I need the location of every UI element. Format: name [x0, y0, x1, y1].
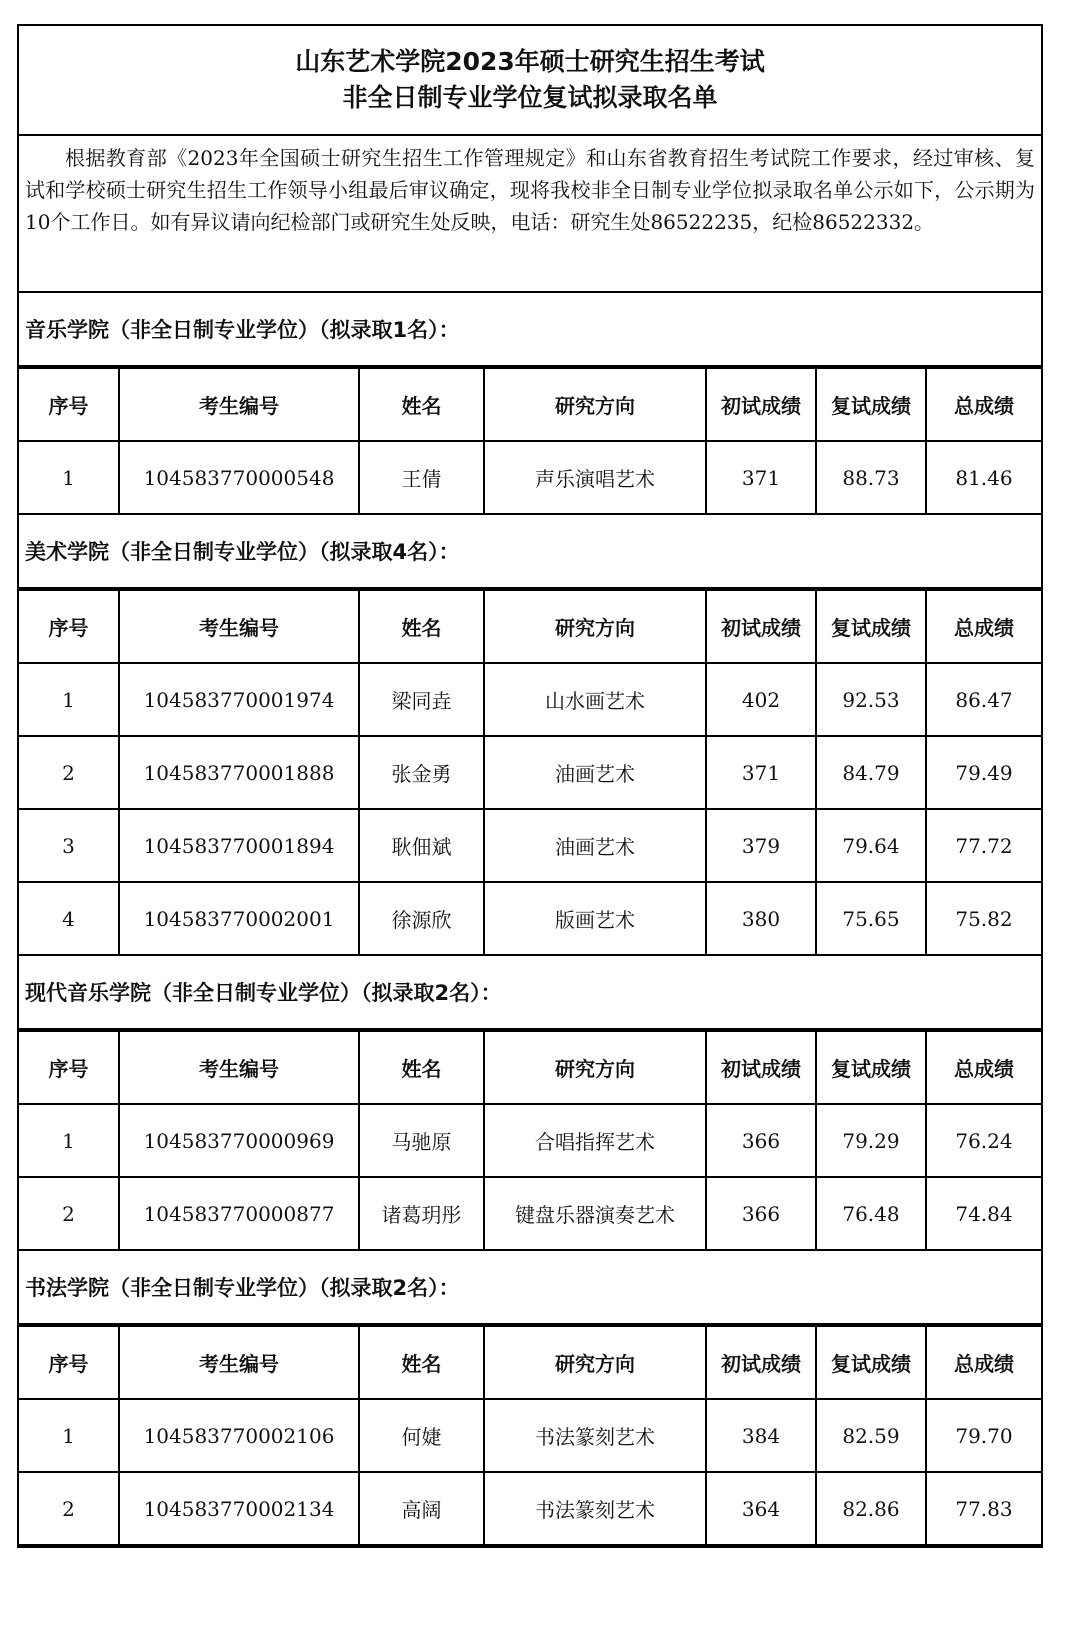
table-cell: 366	[706, 1177, 816, 1250]
table-cell: 88.73	[816, 441, 926, 514]
table-cell: 104583770001894	[119, 809, 359, 882]
sections-container	[19, 293, 1041, 1546]
table-cell: 1	[19, 441, 119, 514]
table-cell: 4	[19, 882, 119, 955]
column-header: 研究方向	[484, 590, 706, 663]
column-header: 序号	[19, 368, 119, 441]
column-header: 姓名	[359, 1326, 484, 1399]
table-cell: 合唱指挥艺术	[484, 1104, 706, 1177]
table-cell: 104583770002134	[119, 1472, 359, 1545]
title-line-2: 非全日制专业学位复试拟录取名单	[342, 83, 718, 112]
table-header-row	[19, 368, 1041, 441]
table-cell: 371	[706, 736, 816, 809]
title-line-1: 山东艺术学院2023年硕士研究生招生考试	[295, 47, 765, 76]
table-cell: 高阔	[359, 1472, 484, 1545]
table-cell: 82.59	[816, 1399, 926, 1472]
table-cell: 油画艺术	[484, 809, 706, 882]
table-cell: 书法篆刻艺术	[484, 1399, 706, 1472]
table-cell: 104583770002001	[119, 882, 359, 955]
table-cell: 声乐演唱艺术	[484, 441, 706, 514]
table-header-row	[19, 1031, 1041, 1104]
column-header: 复试成绩	[816, 1326, 926, 1399]
column-header: 初试成绩	[706, 1326, 816, 1399]
table-cell: 364	[706, 1472, 816, 1545]
table-cell: 384	[706, 1399, 816, 1472]
notice-paragraph: 根据教育部《2023年全国硕士研究生招生工作管理规定》和山东省教育招生考试院工作要求，经过审核、复试和学校硕士研究生招生工作领导小组最后审议确定，现将我校非全日制专业学位拟录取名单公示如下，公示期为10个工作日。如有异议请向纪检部门或研究生处反映，电话：研究生处86522235，纪检86522332。	[19, 136, 1041, 293]
table-cell: 3	[19, 809, 119, 882]
column-header: 姓名	[359, 368, 484, 441]
column-header: 总成绩	[926, 590, 1041, 663]
column-header: 复试成绩	[816, 368, 926, 441]
table-cell: 79.29	[816, 1104, 926, 1177]
admission-table	[19, 1030, 1041, 1251]
table-cell: 山水画艺术	[484, 663, 706, 736]
table-cell: 104583770001974	[119, 663, 359, 736]
column-header: 复试成绩	[816, 1031, 926, 1104]
admission-list-document	[17, 24, 1043, 1548]
section-heading: 书法学院（非全日制专业学位）（拟录取2名）：	[19, 1251, 1041, 1325]
table-row	[19, 1472, 1041, 1545]
column-header: 序号	[19, 1031, 119, 1104]
table-cell: 2	[19, 1472, 119, 1545]
table-cell: 379	[706, 809, 816, 882]
column-header: 考生编号	[119, 590, 359, 663]
table-row	[19, 1104, 1041, 1177]
column-header: 研究方向	[484, 1326, 706, 1399]
table-cell: 402	[706, 663, 816, 736]
column-header: 研究方向	[484, 368, 706, 441]
table-cell: 何婕	[359, 1399, 484, 1472]
table-row	[19, 736, 1041, 809]
table-cell: 380	[706, 882, 816, 955]
table-row	[19, 1399, 1041, 1472]
table-cell: 371	[706, 441, 816, 514]
column-header: 考生编号	[119, 1031, 359, 1104]
table-cell: 104583770001888	[119, 736, 359, 809]
table-cell: 104583770000548	[119, 441, 359, 514]
table-cell: 张金勇	[359, 736, 484, 809]
column-header: 序号	[19, 1326, 119, 1399]
table-row	[19, 663, 1041, 736]
document-title	[19, 26, 1041, 136]
table-cell: 76.24	[926, 1104, 1041, 1177]
table-cell: 耿佃斌	[359, 809, 484, 882]
table-row	[19, 1177, 1041, 1250]
table-cell: 王倩	[359, 441, 484, 514]
table-header-row	[19, 590, 1041, 663]
table-cell: 81.46	[926, 441, 1041, 514]
column-header: 研究方向	[484, 1031, 706, 1104]
column-header: 初试成绩	[706, 590, 816, 663]
table-cell: 104583770002106	[119, 1399, 359, 1472]
table-cell: 79.70	[926, 1399, 1041, 1472]
column-header: 总成绩	[926, 1326, 1041, 1399]
table-cell: 键盘乐器演奏艺术	[484, 1177, 706, 1250]
table-cell: 104583770000969	[119, 1104, 359, 1177]
table-cell: 92.53	[816, 663, 926, 736]
table-cell: 1	[19, 1104, 119, 1177]
column-header: 姓名	[359, 1031, 484, 1104]
column-header: 总成绩	[926, 368, 1041, 441]
table-cell: 366	[706, 1104, 816, 1177]
table-cell: 74.84	[926, 1177, 1041, 1250]
table-row	[19, 809, 1041, 882]
column-header: 总成绩	[926, 1031, 1041, 1104]
table-cell: 84.79	[816, 736, 926, 809]
section-heading: 音乐学院（非全日制专业学位）（拟录取1名）：	[19, 293, 1041, 367]
table-cell: 82.86	[816, 1472, 926, 1545]
table-cell: 79.64	[816, 809, 926, 882]
table-cell: 1	[19, 1399, 119, 1472]
table-cell: 86.47	[926, 663, 1041, 736]
table-cell: 马驰原	[359, 1104, 484, 1177]
table-cell: 2	[19, 1177, 119, 1250]
column-header: 姓名	[359, 590, 484, 663]
table-cell: 104583770000877	[119, 1177, 359, 1250]
table-cell: 75.82	[926, 882, 1041, 955]
column-header: 初试成绩	[706, 1031, 816, 1104]
column-header: 考生编号	[119, 368, 359, 441]
table-cell: 2	[19, 736, 119, 809]
table-row	[19, 882, 1041, 955]
table-cell: 油画艺术	[484, 736, 706, 809]
table-cell: 75.65	[816, 882, 926, 955]
section-heading: 现代音乐学院（非全日制专业学位）（拟录取2名）：	[19, 956, 1041, 1030]
admission-table	[19, 589, 1041, 956]
table-cell: 76.48	[816, 1177, 926, 1250]
column-header: 考生编号	[119, 1326, 359, 1399]
table-cell: 77.83	[926, 1472, 1041, 1545]
column-header: 序号	[19, 590, 119, 663]
table-cell: 版画艺术	[484, 882, 706, 955]
table-cell: 诸葛玥彤	[359, 1177, 484, 1250]
table-row	[19, 441, 1041, 514]
column-header: 初试成绩	[706, 368, 816, 441]
table-cell: 书法篆刻艺术	[484, 1472, 706, 1545]
table-cell: 梁同垚	[359, 663, 484, 736]
admission-table	[19, 367, 1041, 515]
table-cell: 79.49	[926, 736, 1041, 809]
column-header: 复试成绩	[816, 590, 926, 663]
table-cell: 77.72	[926, 809, 1041, 882]
section-heading: 美术学院（非全日制专业学位）（拟录取4名）：	[19, 515, 1041, 589]
table-cell: 1	[19, 663, 119, 736]
admission-table	[19, 1325, 1041, 1546]
table-header-row	[19, 1326, 1041, 1399]
table-cell: 徐源欣	[359, 882, 484, 955]
